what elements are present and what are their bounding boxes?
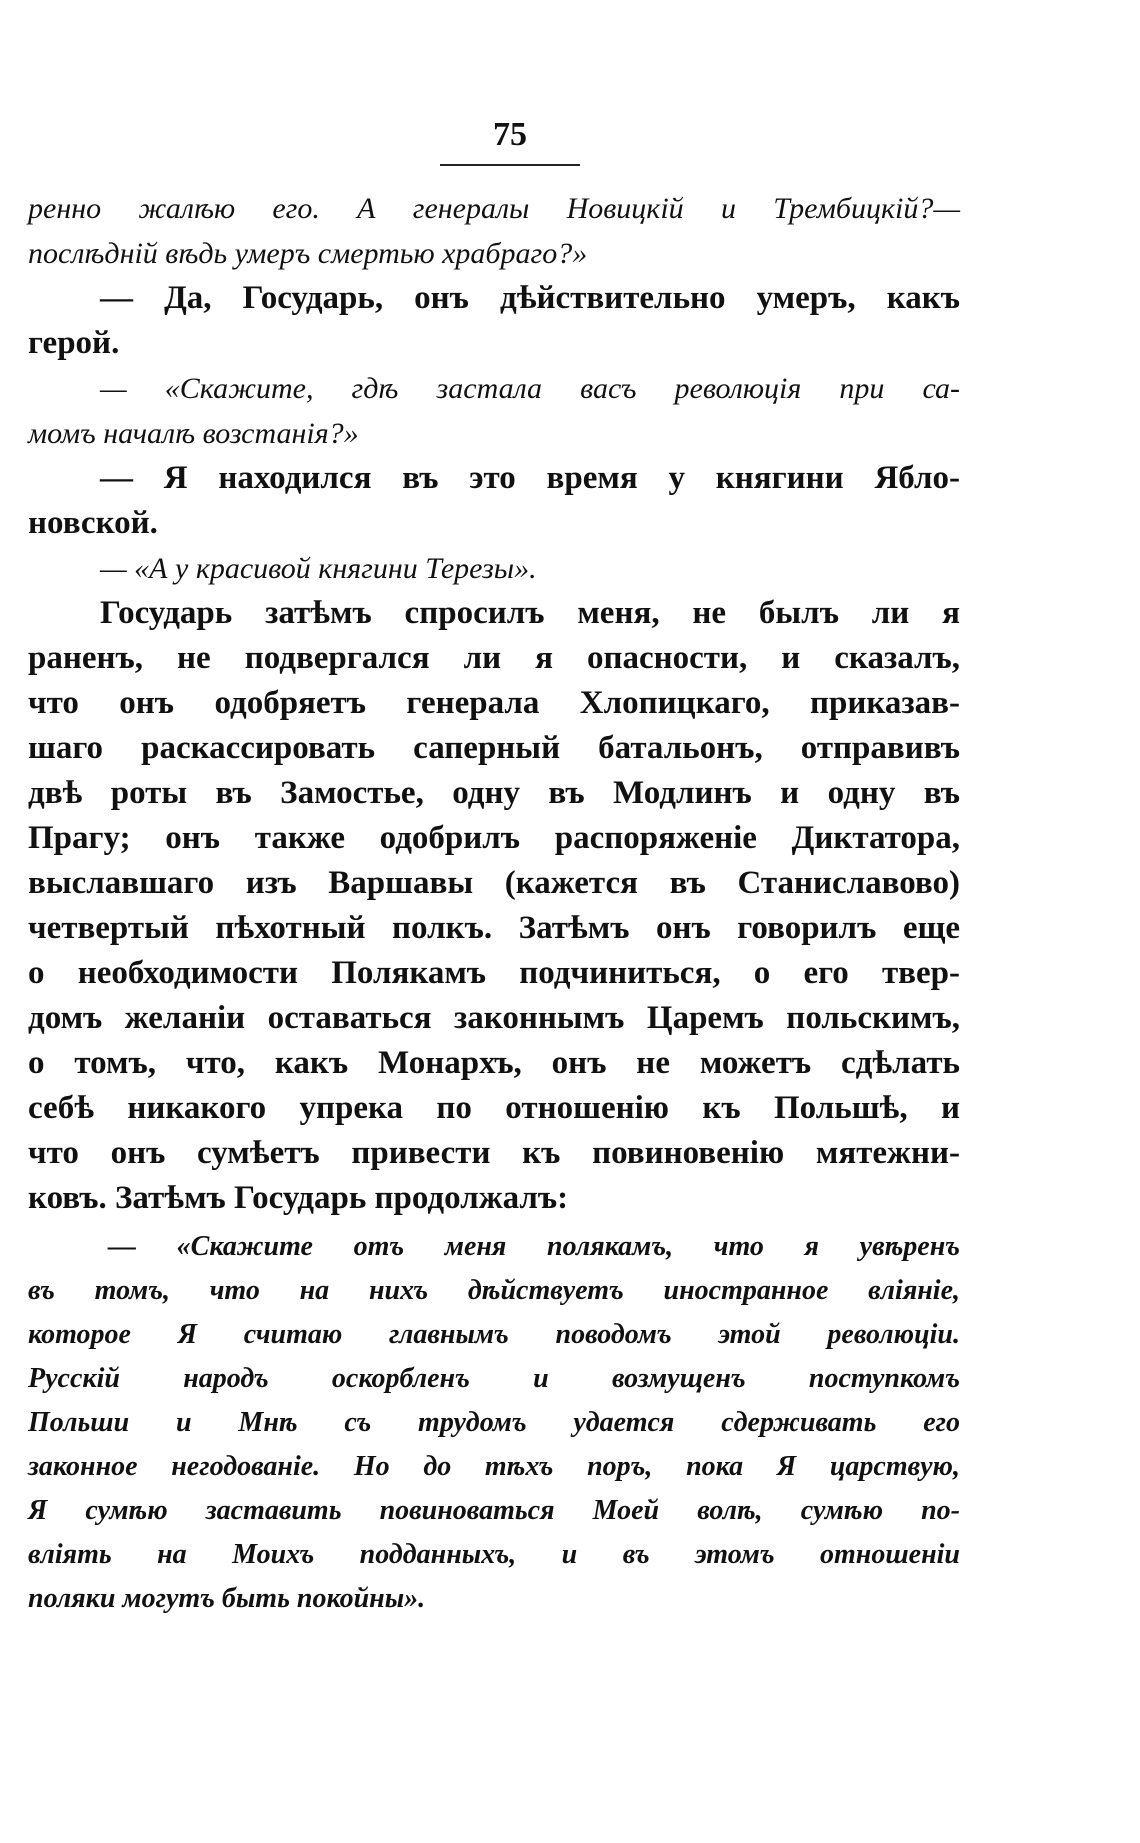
text-line: домъ желаніи оставаться законнымъ Царемъ польскимъ, — [28, 1000, 960, 1036]
quote-line: Я сумѣю заставить повиноваться Моей волѣ, сумѣю по- — [28, 1495, 960, 1526]
quote-line: законное негодованіе. Но до тѣхъ поръ, пока Я царствую, — [28, 1451, 960, 1482]
text-line: ренно жалѣю его. А генералы Новицкій и Трембицкій?— — [28, 192, 960, 225]
text-line: себѣ никакого упрека по отношенію къ Польшѣ, и — [28, 1090, 960, 1126]
text-line: двѣ роты въ Замостье, одну въ Модлинъ и одну въ — [28, 775, 960, 811]
text-line: о томъ, что, какъ Монархъ, онъ не можетъ сдѣлать — [28, 1045, 960, 1081]
text-line: четвертый пѣхотный полкъ. Затѣмъ онъ говорилъ еще — [28, 910, 960, 946]
quote-line: Польши и Мнѣ съ трудомъ удается сдерживать его — [28, 1407, 960, 1438]
main-text-lines — [28, 186, 960, 1221]
text-line: герой. — [28, 325, 120, 361]
text-line: — «Скажите, гдѣ застала васъ революція при са- — [100, 372, 960, 405]
quote-line: въ томъ, что на нихъ дѣйствуетъ иностранное вліяніе, — [28, 1275, 960, 1306]
text-line: послѣдній вѣдь умеръ смертью храбраго?» — [28, 237, 588, 270]
text-line: раненъ, не подвергался ли я опасности, и сказалъ, — [28, 640, 960, 676]
quote-line: поляки могутъ быть покойны». — [28, 1583, 426, 1614]
text-line: выславшаго изъ Варшавы (кажется въ Станиславово) — [28, 865, 960, 901]
text-line: Прагу; онъ также одобрилъ распоряженіе Диктатора, — [28, 820, 960, 856]
quote-line: вліять на Моихъ подданныхъ, и въ этомъ отношеніи — [28, 1539, 960, 1570]
body-text — [28, 186, 960, 1621]
text-line: ковъ. Затѣмъ Государь продолжалъ: — [28, 1180, 569, 1216]
text-line: — Я находился въ это время у княгини Ябло- — [100, 460, 960, 496]
quote-line: — «Скажите отъ меня полякамъ, что я увѣренъ — [108, 1231, 960, 1262]
text-line: новской. — [28, 505, 158, 541]
quote-line: которое Я считаю главнымъ поводомъ этой революціи. — [28, 1319, 960, 1350]
text-line: момъ началѣ возстанія?» — [28, 417, 359, 450]
text-line: что онъ сумѣетъ привести къ повиновенію мятежни- — [28, 1135, 960, 1171]
text-line: шаго раскассировать саперный батальонъ, отправивъ — [28, 730, 960, 766]
text-line: — Да, Государь, онъ дѣйствительно умеръ, какъ — [100, 280, 960, 316]
page-number: 75 — [493, 116, 527, 153]
text-line: что онъ одобряетъ генерала Хлопицкаго, приказав- — [28, 685, 960, 721]
text-line: Государь затѣмъ спросилъ меня, не былъ ли я — [100, 595, 960, 631]
text-line: о необходимости Полякамъ подчиниться, о его твер- — [28, 955, 960, 991]
quote-line: Русскій народъ оскорбленъ и возмущенъ поступкомъ — [28, 1363, 960, 1394]
quoted-speech-block — [28, 1225, 960, 1621]
text-line: — «А у красивой княгини Терезы». — [100, 552, 537, 585]
page-number-rule — [440, 164, 580, 166]
